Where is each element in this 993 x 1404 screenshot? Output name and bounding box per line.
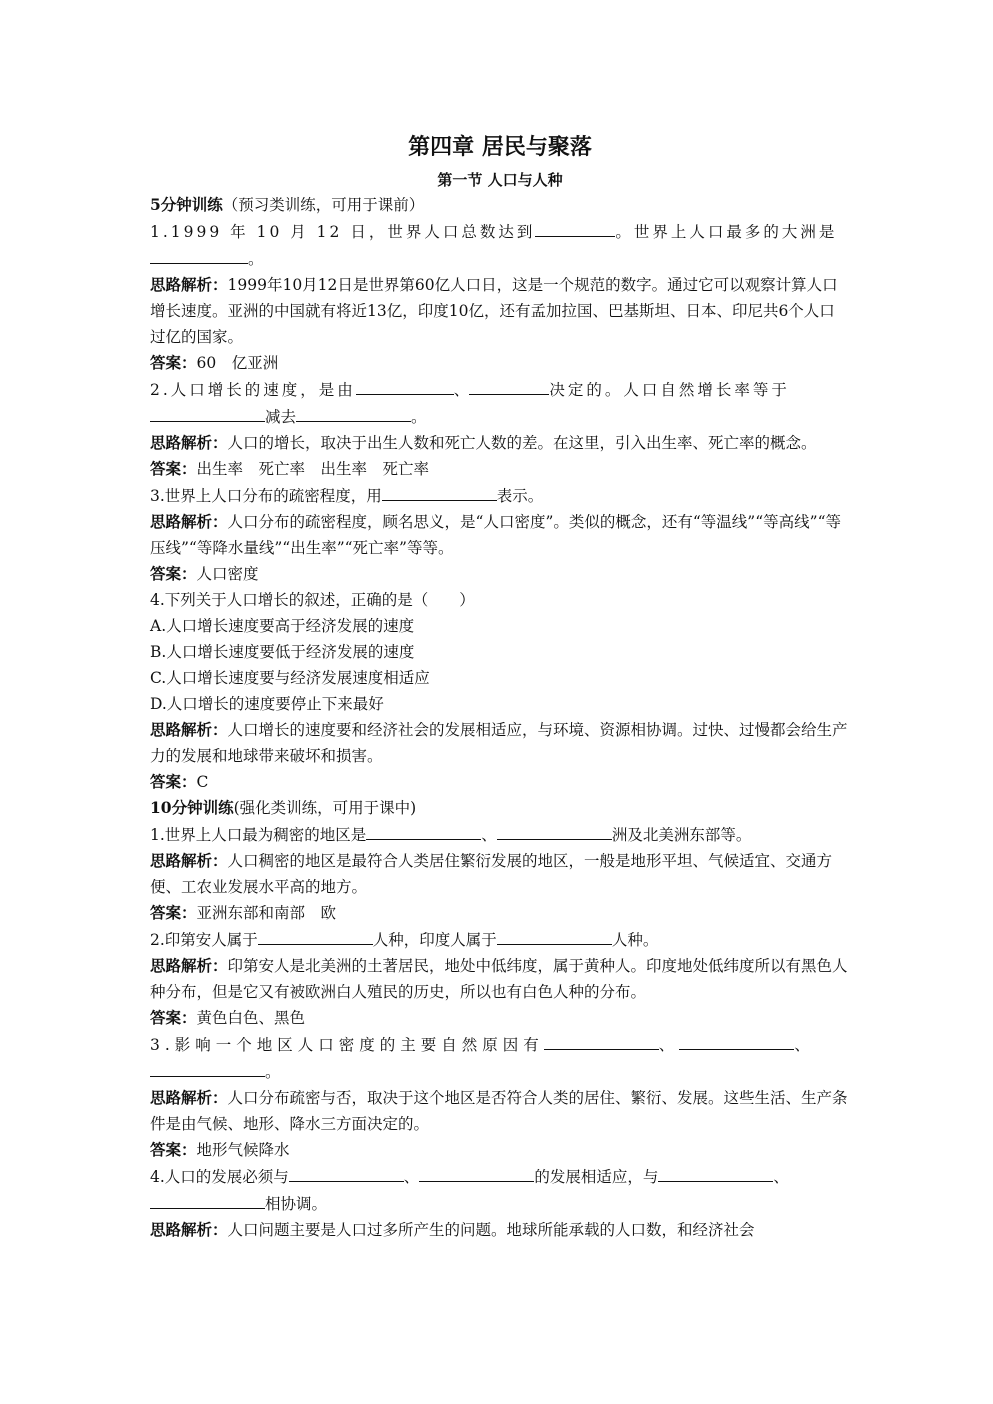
- question-4: 4.下列关于人口增长的叙述，正确的是（ ）: [150, 591, 475, 609]
- practice-4: 4.人口的发展必须与 、 的发展相适应，与 、: [150, 1163, 850, 1190]
- answer-q4: 答案：C: [150, 772, 209, 791]
- analysis-q3: 思路解析：人口分布的疏密程度，顾名思义，是“人口密度”。类似的概念，还有“等温线”“等高线”“等压线”“等降水量线”“出生率”“死亡率”等等。: [150, 512, 841, 557]
- practice-2: 2.印第安人属于 人种，印度人属于 人种。: [150, 926, 850, 953]
- section-heading-5min: 5分钟训练（预习类训练，可用于课前）: [150, 195, 425, 214]
- answer-blank[interactable]: [535, 218, 615, 237]
- analysis-p2: 思路解析：印第安人是北美洲的土著居民，地处中低纬度，属于黄种人。印度地处低纬度所以有黑色人种分布，但是它又有被欧洲白人殖民的历史，所以也有白色人种的分布。: [150, 956, 848, 1001]
- practice-4-cont: 相协调。: [150, 1190, 850, 1217]
- answer-blank[interactable]: [150, 1190, 265, 1209]
- answer-q2: 答案：出生率 死亡率 出生率 死亡率: [150, 459, 430, 478]
- answer-blank[interactable]: [296, 403, 411, 422]
- section-title: 第一节 人口与人种: [437, 171, 563, 189]
- answer-blank[interactable]: [150, 403, 265, 422]
- answer-blank[interactable]: [289, 1163, 404, 1182]
- answer-q1: 答案：60 亿亚洲: [150, 353, 279, 372]
- question-3: 3.世界上人口分布的疏密程度，用 表示。: [150, 482, 850, 509]
- analysis-q4: 思路解析：人口增长的速度要和经济社会的发展相适应，与环境、资源相协调。过快、过慢都会给生产力的发展和地球带来破坏和损害。: [150, 720, 848, 765]
- option-a[interactable]: A.人口增长速度要高于经济发展的速度: [150, 617, 415, 635]
- analysis-p3: 思路解析：人口分布疏密与否，取决于这个地区是否符合人类的居住、繁衍、发展。这些生活、生产条件是由气候、地形、降水三方面决定的。: [150, 1088, 848, 1133]
- answer-blank[interactable]: [469, 376, 549, 395]
- answer-blank[interactable]: [382, 482, 497, 501]
- practice-1: 1.世界上人口最为稠密的地区是 、 洲及北美洲东部等。: [150, 821, 850, 848]
- answer-blank[interactable]: [356, 376, 454, 395]
- answer-blank[interactable]: [258, 926, 373, 945]
- question-1-cont: 。: [150, 245, 850, 272]
- practice-3-cont: 。: [150, 1058, 850, 1085]
- answer-blank[interactable]: [497, 821, 612, 840]
- answer-p2: 答案：黄色白色、黑色: [150, 1008, 306, 1027]
- option-c[interactable]: C.人口增长速度要与经济发展速度相适应: [150, 669, 430, 687]
- answer-blank[interactable]: [150, 1058, 265, 1077]
- section-heading-10min: 10分钟训练(强化类训练，可用于课中): [150, 798, 417, 817]
- chapter-title: 第四章 居民与聚落: [408, 134, 592, 160]
- answer-blank[interactable]: [497, 926, 612, 945]
- practice-3: 3.影响一个地区人口密度的主要自然原因有 、 、: [150, 1031, 850, 1058]
- answer-blank[interactable]: [366, 821, 481, 840]
- question-2-cont: 减去 。: [150, 403, 850, 430]
- analysis-q1: 思路解析：1999年10月12日是世界第60亿人口日，这是一个规范的数字。通过它可以观察计算人口增长速度。亚洲的中国就有将近13亿，印度10亿，还有孟加拉国、巴基斯坦、日本、印尼共6个人口过亿的国家。: [150, 275, 838, 346]
- option-b[interactable]: B.人口增长速度要低于经济发展的速度: [150, 643, 415, 661]
- answer-blank[interactable]: [150, 245, 248, 264]
- answer-blank[interactable]: [419, 1163, 534, 1182]
- answer-q3: 答案：人口密度: [150, 564, 259, 583]
- answer-p1: 答案：亚洲东部和南部 欧: [150, 903, 337, 922]
- question-1: 1.1999 年 10 月 12 日，世界人口总数达到 。世界上人口最多的大洲是: [150, 218, 850, 245]
- document-page: [150, 130, 850, 1243]
- analysis-q2: 思路解析：人口的增长，取决于出生人数和死亡人数的差。在这里，引入出生率、死亡率的概念。: [150, 433, 817, 452]
- answer-blank[interactable]: [679, 1031, 794, 1050]
- answer-blank[interactable]: [544, 1031, 659, 1050]
- question-2: 2.人口增长的速度，是由 、 决定的。人口自然增长率等于: [150, 376, 850, 403]
- analysis-p4: 思路解析：人口问题主要是人口过多所产生的问题。地球所能承载的人口数，和经济社会: [150, 1220, 755, 1239]
- option-d[interactable]: D.人口增长的速度要停止下来最好: [150, 695, 384, 713]
- analysis-p1: 思路解析：人口稠密的地区是最符合人类居住繁衍发展的地区，一般是地形平坦、气候适宜、交通方便、工农业发展水平高的地方。: [150, 851, 833, 896]
- answer-blank[interactable]: [658, 1163, 773, 1182]
- answer-p3: 答案：地形气候降水: [150, 1140, 290, 1159]
